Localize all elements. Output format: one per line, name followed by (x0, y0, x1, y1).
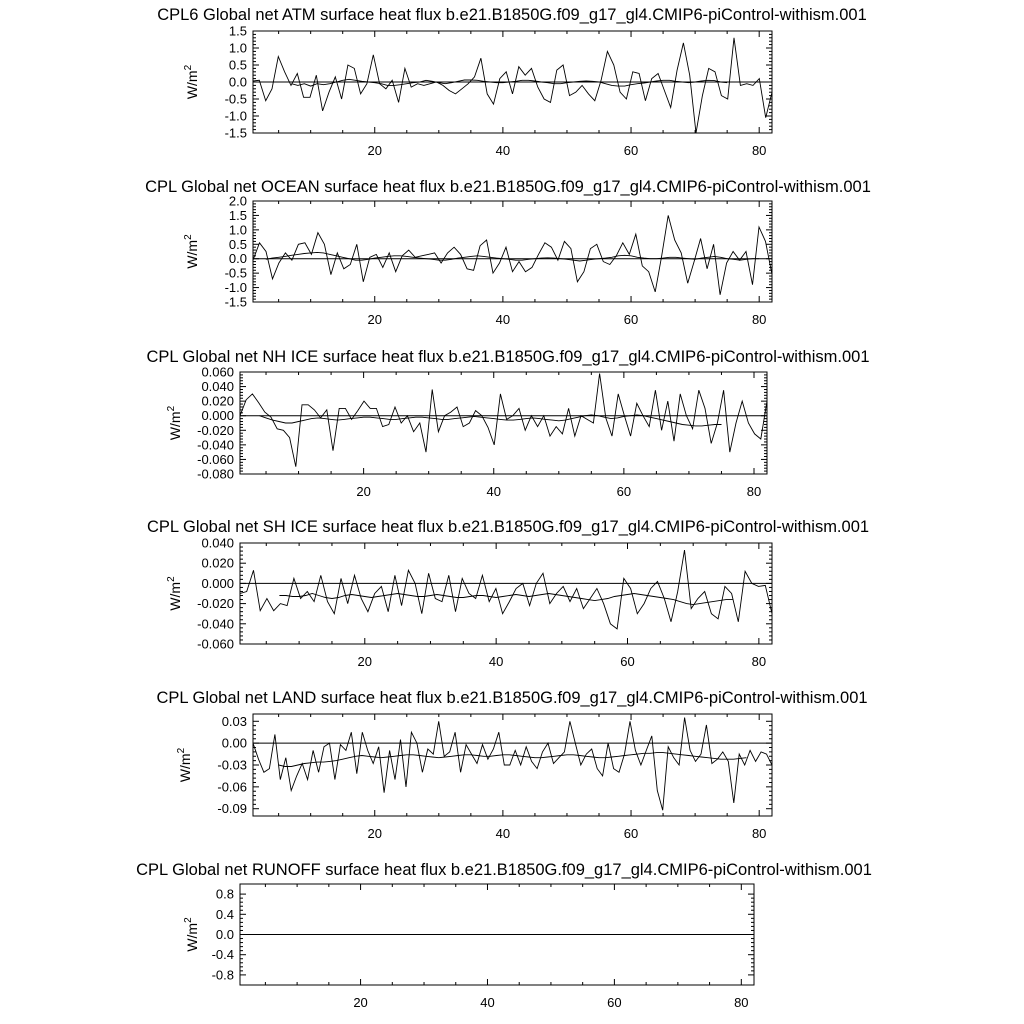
y-tick-label: 2.0 (228, 193, 247, 209)
series-annual-line (253, 38, 772, 133)
y-tick-label: 1.5 (228, 23, 247, 39)
y-tick-label: -1.5 (224, 294, 247, 310)
y-tick-label: -0.060 (197, 451, 234, 467)
plot-frame (240, 543, 772, 644)
y-tick-label: -1.0 (224, 280, 247, 296)
chart-title: CPL6 Global net ATM surface heat flux b.e21.B1850G.f09_g17_gl4.CMIP6-piControl-withism.001 (157, 6, 867, 24)
y-tick-label: -0.5 (224, 91, 247, 107)
x-tick-label: 40 (495, 143, 511, 158)
chart-title: CPL Global net NH ICE surface heat flux b.e21.B1850G.f09_g17_gl4.CMIP6-piControl-withism.001 (146, 348, 870, 366)
y-axis-label-exponent: 2 (183, 234, 194, 240)
y-tick-label: 0.00 (221, 735, 247, 751)
y-tick-label: 0.060 (201, 364, 234, 380)
x-tick-label: 20 (367, 312, 382, 327)
y-axis-label-unit: W/m (167, 411, 183, 441)
y-tick-label: 0.040 (201, 379, 234, 395)
chart-panel-6 (136, 861, 872, 1010)
y-tick-label: -1.5 (224, 125, 247, 141)
y-tick-label: 1.0 (228, 222, 247, 238)
y-tick-label: 0.03 (221, 713, 247, 729)
y-axis-label-unit: W/m (184, 239, 200, 269)
y-tick-label: -0.020 (197, 422, 234, 438)
x-tick-label: 80 (734, 995, 749, 1010)
y-tick-label: -0.06 (217, 779, 247, 795)
y-tick-label: -0.8 (211, 967, 234, 983)
y-axis-label-exponent: 2 (176, 747, 187, 754)
y-axis-label-exponent: 2 (166, 405, 177, 412)
x-tick-label: 20 (353, 995, 368, 1010)
x-tick-label: 60 (623, 826, 639, 841)
y-axis-label-unit: W/m (184, 922, 200, 952)
y-tick-label: 0.4 (215, 906, 234, 922)
chart-panel-2 (145, 178, 871, 327)
y-axis-label-unit: W/m (167, 581, 183, 611)
y-tick-label: 0.000 (201, 575, 234, 591)
y-tick-label: 1.0 (228, 40, 247, 56)
y-tick-label: -0.080 (197, 466, 234, 482)
chart-panel-5 (156, 689, 867, 841)
y-tick-label: 0.0 (228, 74, 247, 90)
x-tick-label: 80 (751, 143, 767, 158)
y-axis-label-unit: W/m (177, 753, 193, 783)
series-annual-line (253, 718, 772, 811)
y-axis-label (183, 234, 200, 269)
series-annual-line (253, 215, 772, 294)
x-tick-label: 60 (607, 995, 622, 1010)
y-tick-label: 0.020 (201, 555, 234, 571)
x-tick-label: 40 (486, 484, 501, 499)
chart-title: CPL Global net LAND surface heat flux b.e21.B1850G.f09_g17_gl4.CMIP6-piControl-withism.001 (156, 689, 868, 707)
y-axis-label (176, 747, 193, 782)
chart-title: CPL Global net OCEAN surface heat flux b.e21.B1850G.f09_g17_gl4.CMIP6-piControl-withism.001 (145, 178, 871, 196)
y-tick-label: -0.4 (211, 947, 234, 963)
plot-frame (253, 201, 772, 302)
x-tick-label: 20 (367, 143, 382, 158)
y-tick-label: -0.020 (197, 596, 234, 612)
y-tick-label: 0.5 (228, 236, 247, 252)
y-tick-label: -0.09 (217, 801, 247, 817)
x-tick-label: 80 (751, 654, 767, 669)
x-tick-label: 80 (751, 826, 767, 841)
y-axis-label-unit: W/m (184, 70, 200, 100)
chart-panel-1 (157, 6, 867, 158)
y-tick-label: 0.8 (215, 886, 234, 902)
y-axis-label (166, 405, 183, 440)
y-tick-label: 0.5 (228, 57, 247, 73)
x-tick-label: 20 (356, 484, 371, 499)
x-tick-label: 60 (620, 654, 635, 669)
series-running-mean-line (279, 753, 747, 767)
y-axis-label (166, 576, 183, 611)
y-axis-label (183, 917, 200, 952)
y-tick-label: -0.040 (197, 437, 234, 453)
y-tick-label: -0.5 (224, 265, 247, 281)
y-tick-label: 0.000 (201, 408, 234, 424)
y-axis-label-exponent: 2 (183, 917, 194, 923)
plot-frame (253, 714, 772, 816)
x-tick-label: 40 (480, 995, 495, 1010)
y-tick-label: -0.040 (197, 616, 234, 632)
x-tick-label: 60 (616, 484, 632, 499)
x-tick-label: 80 (751, 312, 767, 327)
chart-title: CPL Global net SH ICE surface heat flux b.e21.B1850G.f09_g17_gl4.CMIP6-piControl-withism.001 (146, 518, 870, 536)
chart-panel-4 (147, 518, 869, 669)
y-tick-label: 0.0 (215, 927, 234, 942)
x-tick-label: 40 (495, 312, 511, 327)
y-tick-label: -1.0 (224, 108, 247, 124)
y-tick-label: 0.020 (201, 393, 234, 409)
y-tick-label: 0.040 (201, 535, 234, 551)
chart-title: CPL Global net RUNOFF surface heat flux b.e21.B1850G.f09_g17_gl4.CMIP6-piControl-withism.001 (136, 861, 872, 879)
series-annual-line (240, 550, 772, 629)
x-tick-label: 40 (488, 654, 504, 669)
plot-frame (240, 372, 767, 474)
y-axis-label-exponent: 2 (183, 64, 194, 71)
x-tick-label: 20 (357, 654, 373, 669)
y-tick-label: 0.0 (228, 251, 247, 267)
y-tick-label: -0.060 (197, 636, 234, 652)
y-tick-label: 1.5 (228, 207, 247, 223)
x-tick-label: 60 (623, 312, 639, 327)
x-tick-label: 40 (495, 826, 511, 841)
chart-panel-3 (146, 348, 869, 499)
x-tick-label: 80 (746, 484, 762, 499)
y-axis-label (183, 64, 200, 99)
x-tick-label: 20 (367, 826, 382, 841)
y-tick-label: -0.03 (217, 757, 247, 773)
x-tick-label: 60 (623, 143, 639, 158)
y-axis-label-exponent: 2 (166, 576, 177, 582)
